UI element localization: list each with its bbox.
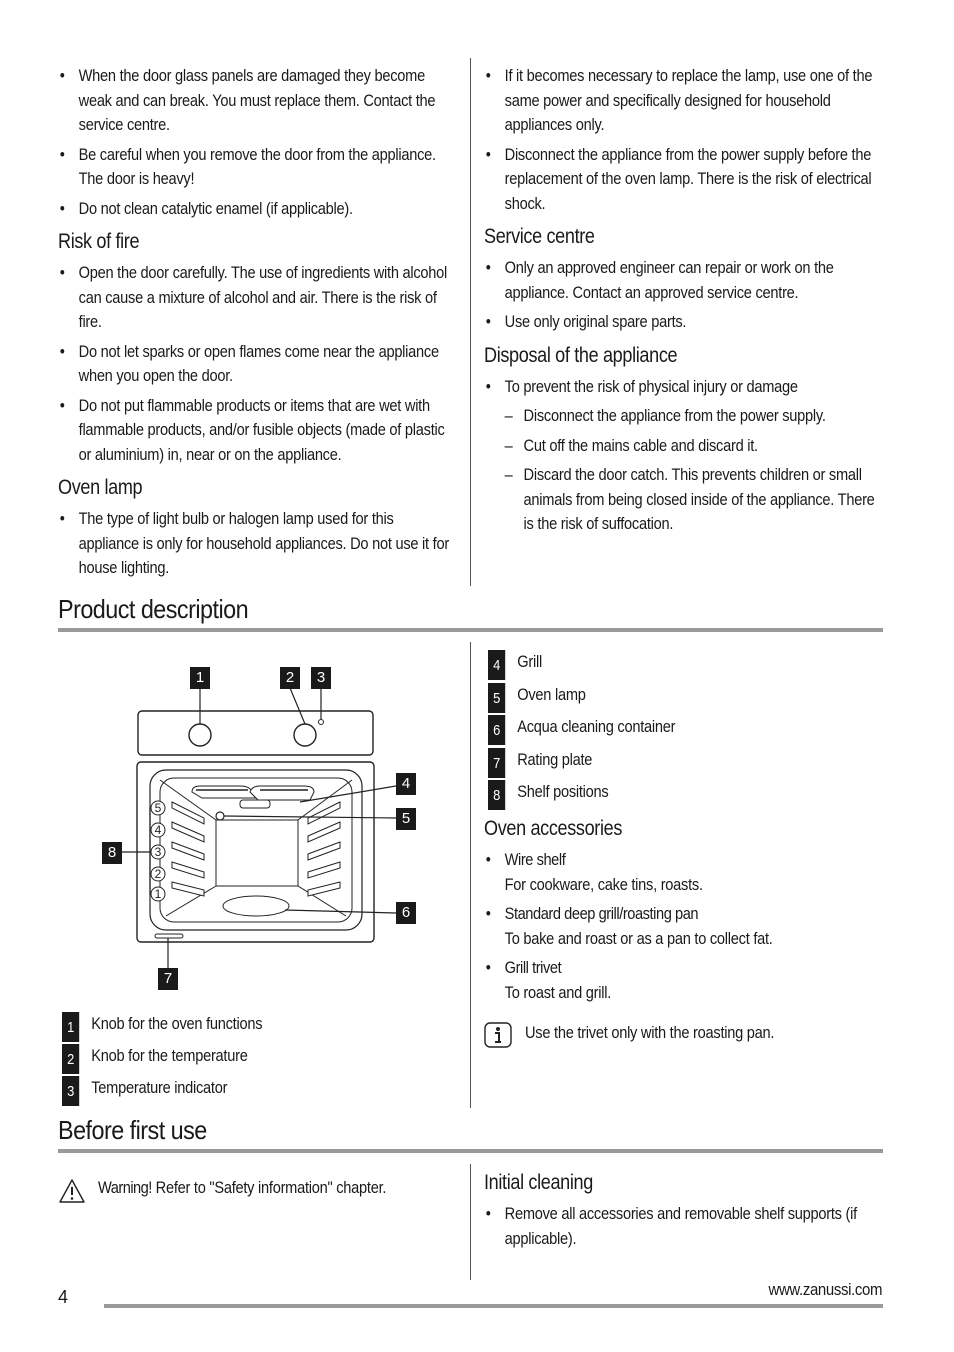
callout-2: 2 xyxy=(280,667,300,689)
legend-number: 4 xyxy=(488,650,505,680)
legend-right xyxy=(488,650,832,813)
warning-message: Refer to "Safety information" chapter. xyxy=(151,1178,387,1197)
column-divider xyxy=(470,642,471,1108)
list-item: • Do not let sparks or open flames come near the appliance when you open the door. xyxy=(58,340,454,389)
accessory-desc: To roast and grill. xyxy=(504,982,612,1002)
legend-label: Knob for the temperature xyxy=(91,1046,248,1065)
legend-number: 1 xyxy=(62,1012,79,1042)
legend-label: Temperature indicator xyxy=(91,1078,228,1097)
heading-oven-accessories: Oven accessories xyxy=(484,817,623,840)
callout-3: 3 xyxy=(311,667,331,689)
heading-initial-cleaning: Initial cleaning xyxy=(484,1171,593,1194)
legend-item xyxy=(62,1044,406,1076)
accessory-desc: To bake and roast or as a pan to collect fat. xyxy=(504,928,773,948)
list-item: • If it becomes necessary to replace the lamp, use one of the same power and specifically designed for household appliances only. xyxy=(484,64,880,138)
column-divider xyxy=(470,1164,471,1280)
legend-number: 2 xyxy=(62,1044,79,1074)
right-top-column xyxy=(484,64,944,542)
legend-label: Shelf positions xyxy=(517,782,609,801)
legend-item xyxy=(488,683,832,716)
page-number: 4 xyxy=(58,1287,69,1307)
list-item: • Remove all accessories and removable shelf supports (if applicable). xyxy=(484,1202,880,1251)
footer-rule xyxy=(104,1304,883,1308)
list-item: • To prevent the risk of physical injury or damage xyxy=(484,375,880,400)
footer-url[interactable]: www.zanussi.com xyxy=(768,1280,882,1299)
list-item: • The type of light bulb or halogen lamp used for this appliance is only for household appliances. Do not use it for house lighting. xyxy=(58,507,454,581)
legend-item xyxy=(62,1012,406,1044)
left-top-text xyxy=(58,64,454,581)
heading-risk-of-fire: Risk of fire xyxy=(58,230,140,253)
legend-label: Acqua cleaning container xyxy=(517,717,676,736)
list-item xyxy=(484,848,880,897)
section-title-product-description: Product description xyxy=(58,594,249,624)
section-rule xyxy=(58,1149,883,1153)
legend-item xyxy=(488,715,832,748)
legend-number: 8 xyxy=(488,780,505,810)
callout-5: 5 xyxy=(396,808,416,830)
legend-label: Rating plate xyxy=(517,749,593,769)
initial-cleaning-section xyxy=(484,1170,944,1256)
accessories-section xyxy=(484,816,944,1010)
callout-1: 1 xyxy=(190,667,210,689)
list-item: – Discard the door catch. This prevents children or small animals from being closed inside of the appliance. There is the risk of suffocation. xyxy=(484,463,880,537)
shelf-number: 4 xyxy=(154,823,162,837)
list-item: • Do not put flammable products or items that are wet with flammable products, and/or fusible objects (made of plastic or aluminium) in, near or on the appliance. xyxy=(58,394,454,468)
list-item: • Do not clean catalytic enamel (if applicable). xyxy=(58,197,454,222)
callout-8: 8 xyxy=(102,842,122,864)
legend-number: 5 xyxy=(488,683,505,713)
oven-diagram xyxy=(100,662,430,992)
accessory-name: Wire shelf xyxy=(504,850,566,869)
shelf-number: 1 xyxy=(154,887,162,901)
list-item xyxy=(484,956,880,1005)
legend-item xyxy=(488,748,832,781)
warning-label: Warning! xyxy=(98,1178,152,1197)
heading-disposal: Disposal of the appliance xyxy=(484,343,678,367)
heading-service-centre: Service centre xyxy=(484,225,595,248)
list-item: • Disconnect the appliance from the power supply before the replacement of the oven lamp. There is the risk of electrical shock. xyxy=(484,143,880,217)
list-item: • Only an approved engineer can repair or work on the appliance. Contact an approved service centre. xyxy=(484,256,880,305)
legend-label: Oven lamp xyxy=(517,684,586,704)
legend-item xyxy=(488,780,832,813)
warning-triangle-icon xyxy=(58,1178,86,1204)
accessory-name: Standard deep grill/roasting pan xyxy=(504,904,699,923)
heading-oven-lamp: Oven lamp xyxy=(58,476,143,499)
shelf-number: 3 xyxy=(154,845,162,859)
legend-item xyxy=(62,1076,406,1108)
info-note: Use the trivet only with the roasting pan. xyxy=(525,1023,775,1042)
list-item: • Open the door carefully. The use of ingredients with alcohol can cause a mixture of alcohol and air. There is the risk of fire. xyxy=(58,261,454,335)
list-item: • Be careful when you remove the door from the appliance. The door is heavy! xyxy=(58,143,454,192)
column-divider xyxy=(470,58,471,586)
list-item: – Disconnect the appliance from the power supply. xyxy=(484,404,880,429)
shelf-number: 5 xyxy=(154,801,162,815)
list-item xyxy=(484,902,880,951)
callout-7: 7 xyxy=(158,968,178,990)
warning-text xyxy=(98,1176,386,1201)
callout-4: 4 xyxy=(396,773,416,795)
info-icon xyxy=(484,1022,512,1048)
list-item: • Use only original spare parts. xyxy=(484,310,880,335)
legend-number: 3 xyxy=(62,1076,79,1106)
right-top-text xyxy=(484,64,880,537)
callout-6: 6 xyxy=(396,902,416,924)
list-item: – Cut off the mains cable and discard it. xyxy=(484,434,880,459)
left-top-column xyxy=(58,64,518,586)
accessories-text xyxy=(484,816,880,1005)
legend-number: 6 xyxy=(488,715,505,745)
shelf-number: 2 xyxy=(154,867,162,881)
legend-label: Knob for the oven functions xyxy=(91,1014,263,1033)
accessory-desc: For cookware, cake tins, roasts. xyxy=(504,874,703,894)
accessory-name: Grill trivet xyxy=(504,958,562,977)
section-rule xyxy=(58,628,883,632)
list-item: • When the door glass panels are damaged they become weak and can break. You must replace them. Contact the service centre. xyxy=(58,64,454,138)
section-title-before-first-use: Before first use xyxy=(58,1115,207,1145)
legend-item xyxy=(488,650,832,683)
legend-label: Grill xyxy=(517,652,542,671)
legend-left xyxy=(62,1012,406,1108)
legend-number: 7 xyxy=(488,748,505,778)
initial-cleaning-text xyxy=(484,1170,880,1251)
